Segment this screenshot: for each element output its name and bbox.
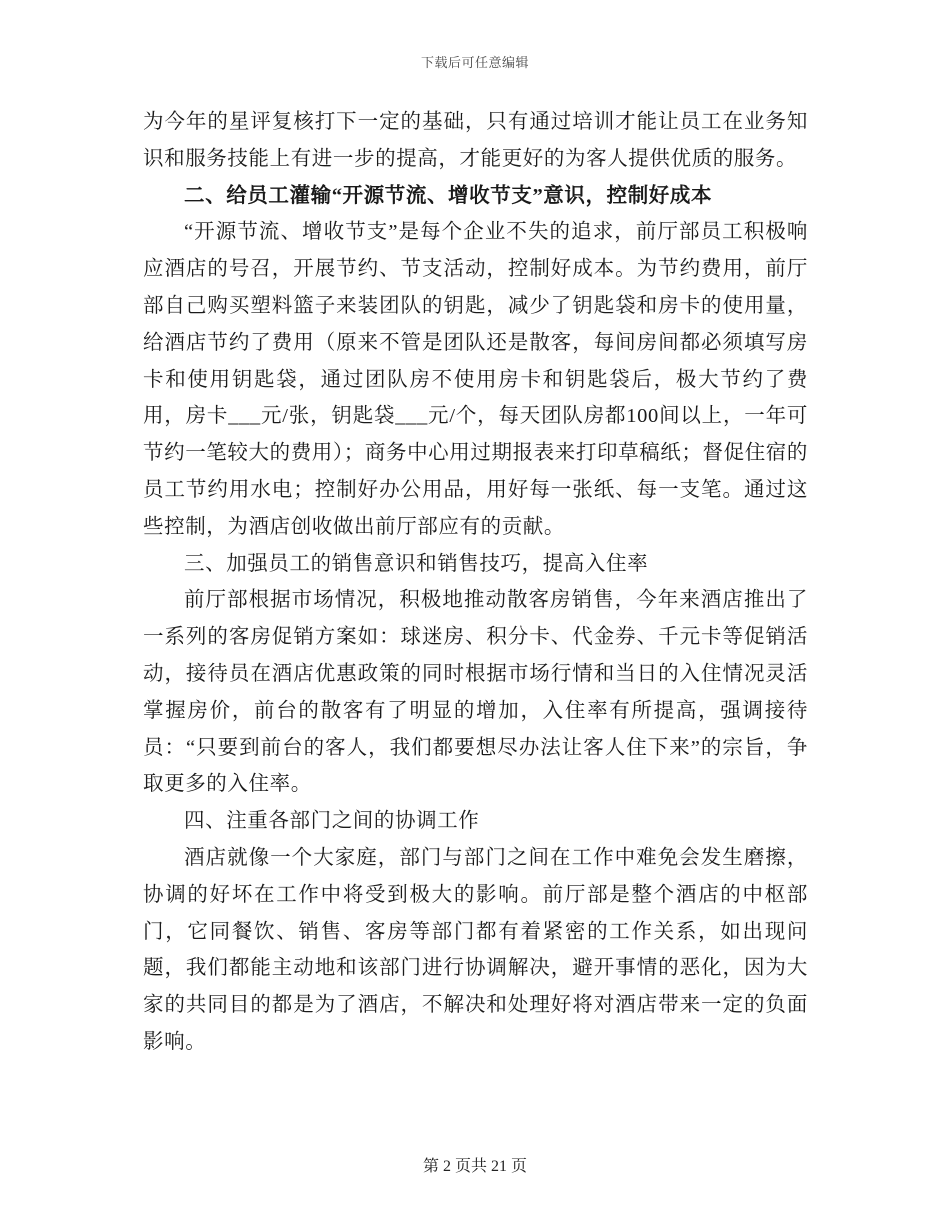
section-4-heading: 四、注重各部门之间的协调工作 [184,810,480,833]
section-3-paragraph: 前厅部根据市场情况，积极地推动散客房销售，今年来酒店推出了一系列的客房促销方案如：球迷房、积分卡、代金券、千元卡等促销活动，接待员在酒店优惠政策的同时根据市场行情和当日的入住情况灵活掌握房价，前台的散客有了明显的增加，入住率有所提高，强调接待员：“只要到前台的客人，我们都要想尽办法让客人住下来”的宗旨，争取更多的入住率。 [143,589,808,796]
section-3-heading: 三、加强员工的销售意识和销售技巧，提高入住率 [184,552,649,575]
intro-continuation-paragraph: 为今年的星评复核打下一定的基础，只有通过培训才能让员工在业务知识和服务技能上有进一步的提高，才能更好的为客人提供优质的服务。 [143,111,808,170]
section-2-heading: 二、给员工灌输“开源节流、增收节支”意识，控制好成本 [184,184,713,207]
section-4-paragraph: 酒店就像一个大家庭，部门与部门之间在工作中难免会发生磨擦，协调的好坏在工作中将受到极大的影响。前厅部是整个酒店的中枢部门，它同餐饮、销售、客房等部门都有着紧密的工作关系，如出现问题，我们都能主动地和该部门进行协调解决，避开事情的恶化，因为大家的共同目的都是为了酒店，不解决和处理好将对酒店带来一定的负面影响。 [143,846,808,1053]
page-header-caption: 下载后可任意编辑 [420,55,529,70]
page-number-footer: 第 2 页共 21 页 [422,1158,527,1175]
section-2-paragraph: “开源节流、增收节支”是每个企业不失的追求，前厅部员工积极响应酒店的号召，开展节约、节支活动，控制好成本。为节约费用，前厅部自己购买塑料篮子来装团队的钥匙，减少了钥匙袋和房卡的使用量，给酒店节约了费用（原来不管是团队还是散客，每间房间都必须填写房卡和使用钥匙袋，通过团队房不使用房卡和钥匙袋后，极大节约了费用，房卡___元/张，钥匙袋___元/个，每天团队房都100间以上，一年可节约一笔较大的费用）；商务中心用过期报表来打印草稿纸；督促住宿的员工节约用水电；控制好办公用品，用好每一张纸、每一支笔。通过这些控制，为酒店创收做出前厅部应有的贡献。 [143,221,808,538]
document-body [143,104,808,1061]
